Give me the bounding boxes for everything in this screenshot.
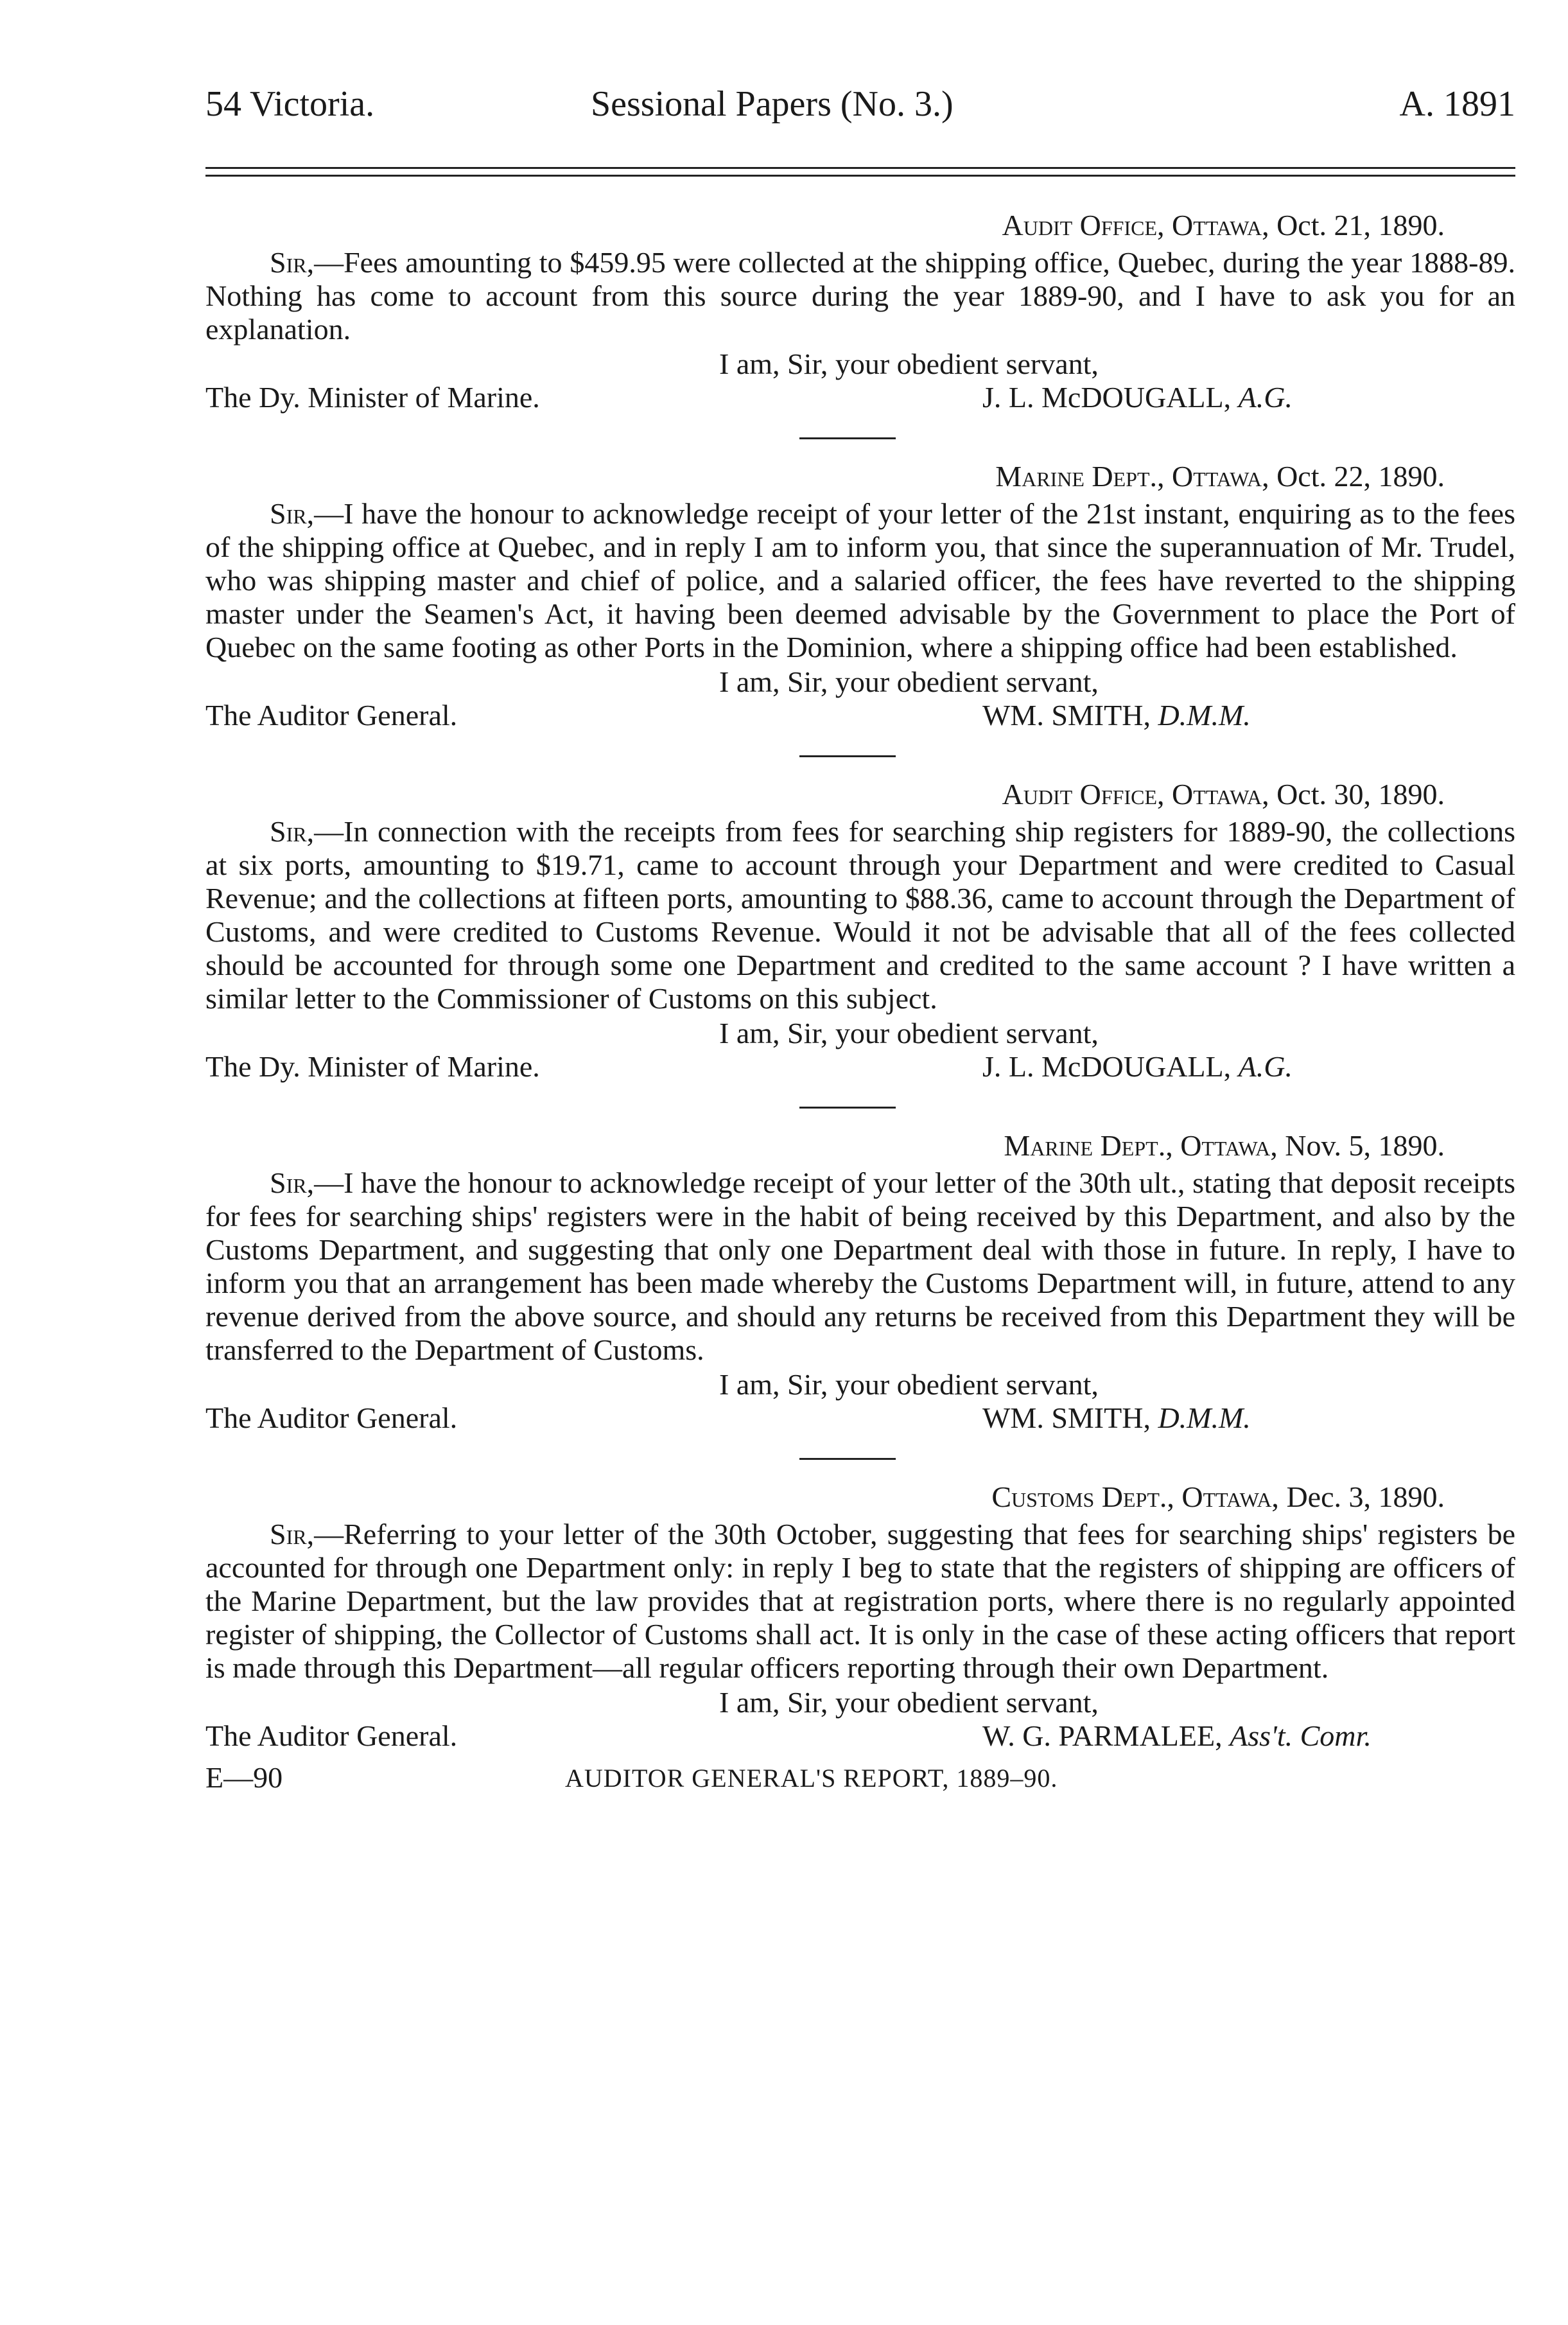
letter-body — [205, 1518, 1515, 1685]
letter — [205, 1480, 1515, 1758]
signature-name: WM. SMITH, — [982, 699, 1151, 732]
letter-closing: I am, Sir, your obedient servant, — [719, 347, 1099, 380]
signature-title: Ass't. Comr. — [1230, 1719, 1372, 1752]
signature-title: D.M.M. — [1158, 699, 1251, 732]
signature-row — [205, 1401, 1515, 1440]
letter-closing: I am, Sir, your obedient servant, — [719, 1368, 1099, 1401]
letter-separator — [799, 755, 896, 757]
signature-name: WM. SMITH, — [982, 1401, 1151, 1434]
dateline-office: Marine Dept., Ottawa, — [1004, 1129, 1278, 1162]
dateline-office: Audit Office, Ottawa, — [1002, 209, 1269, 241]
salutation: Sir, — [270, 246, 315, 279]
body-text: —Fees amounting to $459.95 were collected at the shipping office, Quebec, during the year 1888-89. Nothing has come to account from this source during the year 1889-90, and I have to ask you for an explanation. — [205, 246, 1515, 346]
letter — [205, 460, 1515, 737]
letter-dateline — [205, 1480, 1515, 1514]
dateline-office: Customs Dept., Ottawa, — [991, 1480, 1279, 1513]
signature — [982, 381, 1293, 414]
letter-separator — [799, 1107, 896, 1109]
dateline-office: Marine Dept., Ottawa, — [995, 460, 1269, 493]
letter — [205, 778, 1515, 1089]
letter-dateline — [205, 209, 1515, 242]
salutation: Sir, — [270, 815, 315, 848]
letter-closing: I am, Sir, your obedient servant, — [719, 665, 1099, 698]
letter-separator — [799, 437, 896, 439]
header-volume: 54 Victoria. — [205, 84, 375, 124]
addressee: The Auditor General. — [205, 1719, 458, 1752]
dateline-date: Oct. 21, 1890. — [1276, 209, 1445, 241]
addressee: The Auditor General. — [205, 1401, 458, 1434]
signature — [982, 1050, 1293, 1084]
signature-name: J. L. McDOUGALL, — [982, 381, 1232, 414]
letter — [205, 1129, 1515, 1440]
letter-body — [205, 497, 1515, 664]
letter-body — [205, 815, 1515, 1015]
page-header — [205, 83, 1515, 135]
header-rule-bottom — [205, 175, 1515, 177]
letter-closing: I am, Sir, your obedient servant, — [719, 1686, 1099, 1719]
letter-body — [205, 246, 1515, 346]
footer-page-code: E—90 — [205, 1761, 283, 1794]
footer-report-title: AUDITOR GENERAL'S REPORT, 1889–90. — [565, 1764, 1058, 1793]
letters-container — [205, 209, 1515, 1799]
letter-dateline — [205, 460, 1515, 493]
letter-body — [205, 1166, 1515, 1367]
body-text: —In connection with the receipts from fees for searching ship registers for 1889-90, the collections at six ports, amounting to $19.71, came to account through your Department and were credited to Casual Revenue; and the collections at fifteen ports, amounting to $88.36, came to account through the Department of Customs, and were credited to Customs Revenue. Would it not be advisable that all of the fees collected should be accounted for through some one Department and credited to the same account ? I have written a similar letter to the Commissioner of Customs on this subject. — [205, 815, 1515, 1015]
salutation: Sir, — [270, 1518, 315, 1550]
letter-closing: I am, Sir, your obedient servant, — [719, 1017, 1099, 1049]
salutation: Sir, — [270, 497, 315, 530]
addressee: The Dy. Minister of Marine. — [205, 1050, 540, 1083]
document-page — [205, 83, 1515, 1794]
salutation: Sir, — [270, 1166, 315, 1199]
letter-dateline — [205, 1129, 1515, 1162]
letter — [205, 209, 1515, 419]
signature-name: J. L. McDOUGALL, — [982, 1050, 1232, 1083]
dateline-office: Audit Office, Ottawa, — [1002, 778, 1269, 811]
body-text: —Referring to your letter of the 30th October, suggesting that fees for searching ships' registers be accounted for through one Department only: in reply I beg to state that the registers of shipping are officers of the Marine Department, but the law provides that at registration ports, where there is no regularly appointed register of shipping, the Collector of Customs shall act. It is only in the case of these acting officers that report is made through this Department—all regular officers reporting through their own Department. — [205, 1518, 1515, 1684]
signature-row — [205, 699, 1515, 737]
addressee: The Dy. Minister of Marine. — [205, 381, 540, 414]
signature-row — [205, 1050, 1515, 1089]
signature-name: W. G. PARMALEE, — [982, 1719, 1223, 1752]
header-series: Sessional Papers (No. 3.) — [591, 84, 954, 124]
letter-dateline — [205, 778, 1515, 811]
dateline-date: Dec. 3, 1890. — [1286, 1480, 1445, 1513]
signature-title: D.M.M. — [1158, 1401, 1251, 1434]
signature-row — [205, 1719, 1515, 1758]
dateline-date: Oct. 22, 1890. — [1276, 460, 1445, 493]
addressee: The Auditor General. — [205, 699, 458, 732]
dateline-date: Oct. 30, 1890. — [1276, 778, 1445, 811]
dateline-date: Nov. 5, 1890. — [1285, 1129, 1445, 1162]
signature-row — [205, 381, 1515, 419]
header-rule-top — [205, 167, 1515, 169]
signature — [982, 1719, 1372, 1753]
page-footer — [205, 1760, 1515, 1799]
signature — [982, 1401, 1251, 1435]
signature — [982, 699, 1251, 732]
signature-title: A.G. — [1238, 1050, 1293, 1083]
body-text: —I have the honour to acknowledge receipt of your letter of the 21st instant, enquiring as to the fees of the shipping office at Quebec, and in reply I am to inform you, that since the superannuation of Mr. Trudel, who was shipping master and chief of police, and a salaried officer, the fees have reverted to the shipping master under the Seamen's Act, it having been deemed advisable by the Government to place the Port of Quebec on the same footing as other Ports in the Dominion, where a shipping office had been established. — [205, 497, 1515, 663]
header-year: A. 1891 — [1399, 84, 1515, 124]
signature-title: A.G. — [1238, 381, 1293, 414]
letter-separator — [799, 1458, 896, 1460]
body-text: —I have the honour to acknowledge receipt of your letter of the 30th ult., stating that deposit receipts for fees for searching ships' registers were in the habit of being received by this Department, and also by the Customs Department, and suggesting that only one Department deal with those in future. In reply, I have to inform you that an arrangement has been made whereby the Customs Department will, in future, attend to any revenue derived from the above source, and should any returns be received from this Department they will be transferred to the Department of Customs. — [205, 1166, 1515, 1366]
